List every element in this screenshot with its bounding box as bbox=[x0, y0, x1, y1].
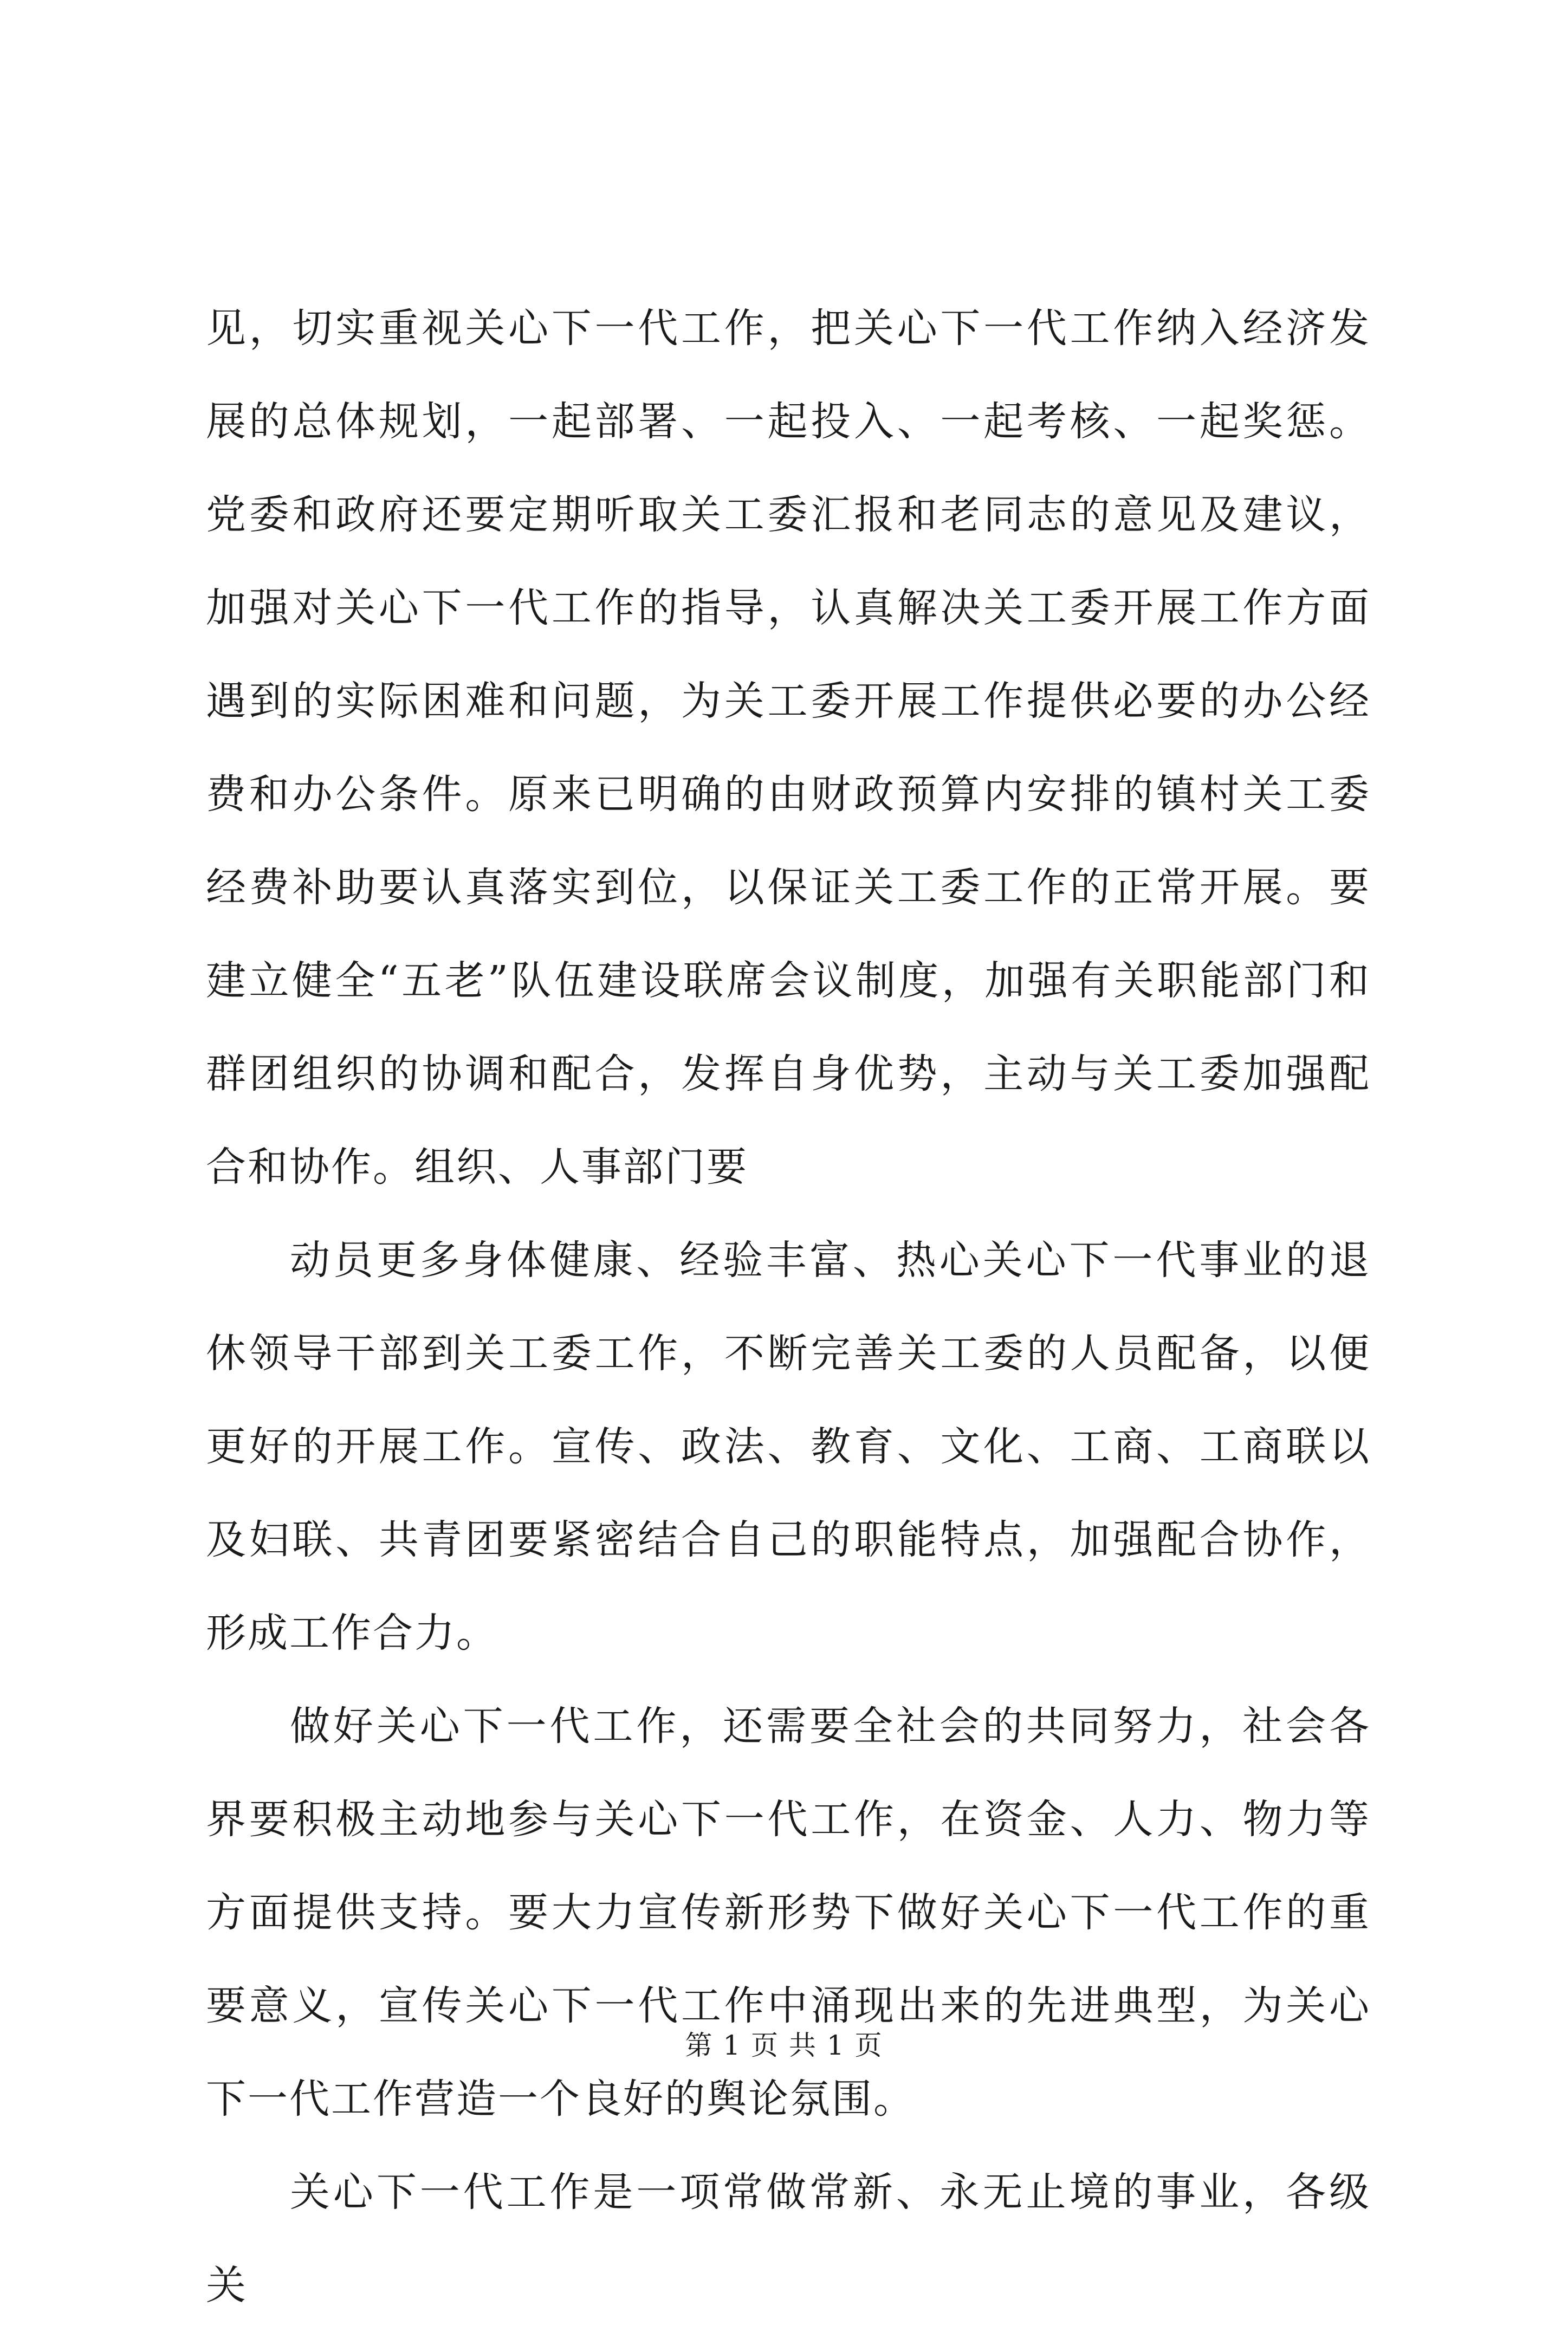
paragraph-closing: 关心下一代工作是一项常做常新、永无止境的事业，各级关 bbox=[206, 2169, 1371, 2309]
document-body bbox=[206, 282, 1371, 2332]
paragraph-staffing: 动员更多身体健康、经验丰富、热心关心下一代事业的退休领导干部到关工委工作，不断完善关工委的人员配备，以便更好的开展工作。宣传、政法、教育、文化、工商、工商联以及妇联、共青团要紧密结合自己的职能特点，加强配合协作，形成工作合力。 bbox=[206, 1237, 1371, 1656]
paragraph-society: 做好关心下一代工作，还需要全社会的共同努力，社会各界要积极主动地参与关心下一代工作，在资金、人力、物力等方面提供支持。要大力宣传新形势下做好关心下一代工作的重要意义，宣传关心下一代工作中涌现出来的先进典型，为关心下一代工作营造一个良好的舆论氛围。 bbox=[206, 1703, 1371, 2122]
page-footer: 第 1 页 共 1 页 bbox=[685, 2030, 883, 2061]
paragraph-continuation: 见，切实重视关心下一代工作，把关心下一代工作纳入经济发展的总体规划，一起部署、一起投入、一起考核、一起奖惩。党委和政府还要定期听取关工委汇报和老同志的意见及建议，加强对关心下一代工作的指导，认真解决关工委开展工作方面遇到的实际困难和问题，为关工委开展工作提供必要的办公经费和办公条件。原来已明确的由财政预算内安排的镇村关工委经费补助要认真落实到位，以保证关工委工作的正常开展。要建立健全“五老”队伍建设联席会议制度，加强有关职能部门和群团组织的协调和配合，发挥自身优势，主动与关工委加强配合和协作。组织、人事部门要 bbox=[206, 305, 1371, 1190]
